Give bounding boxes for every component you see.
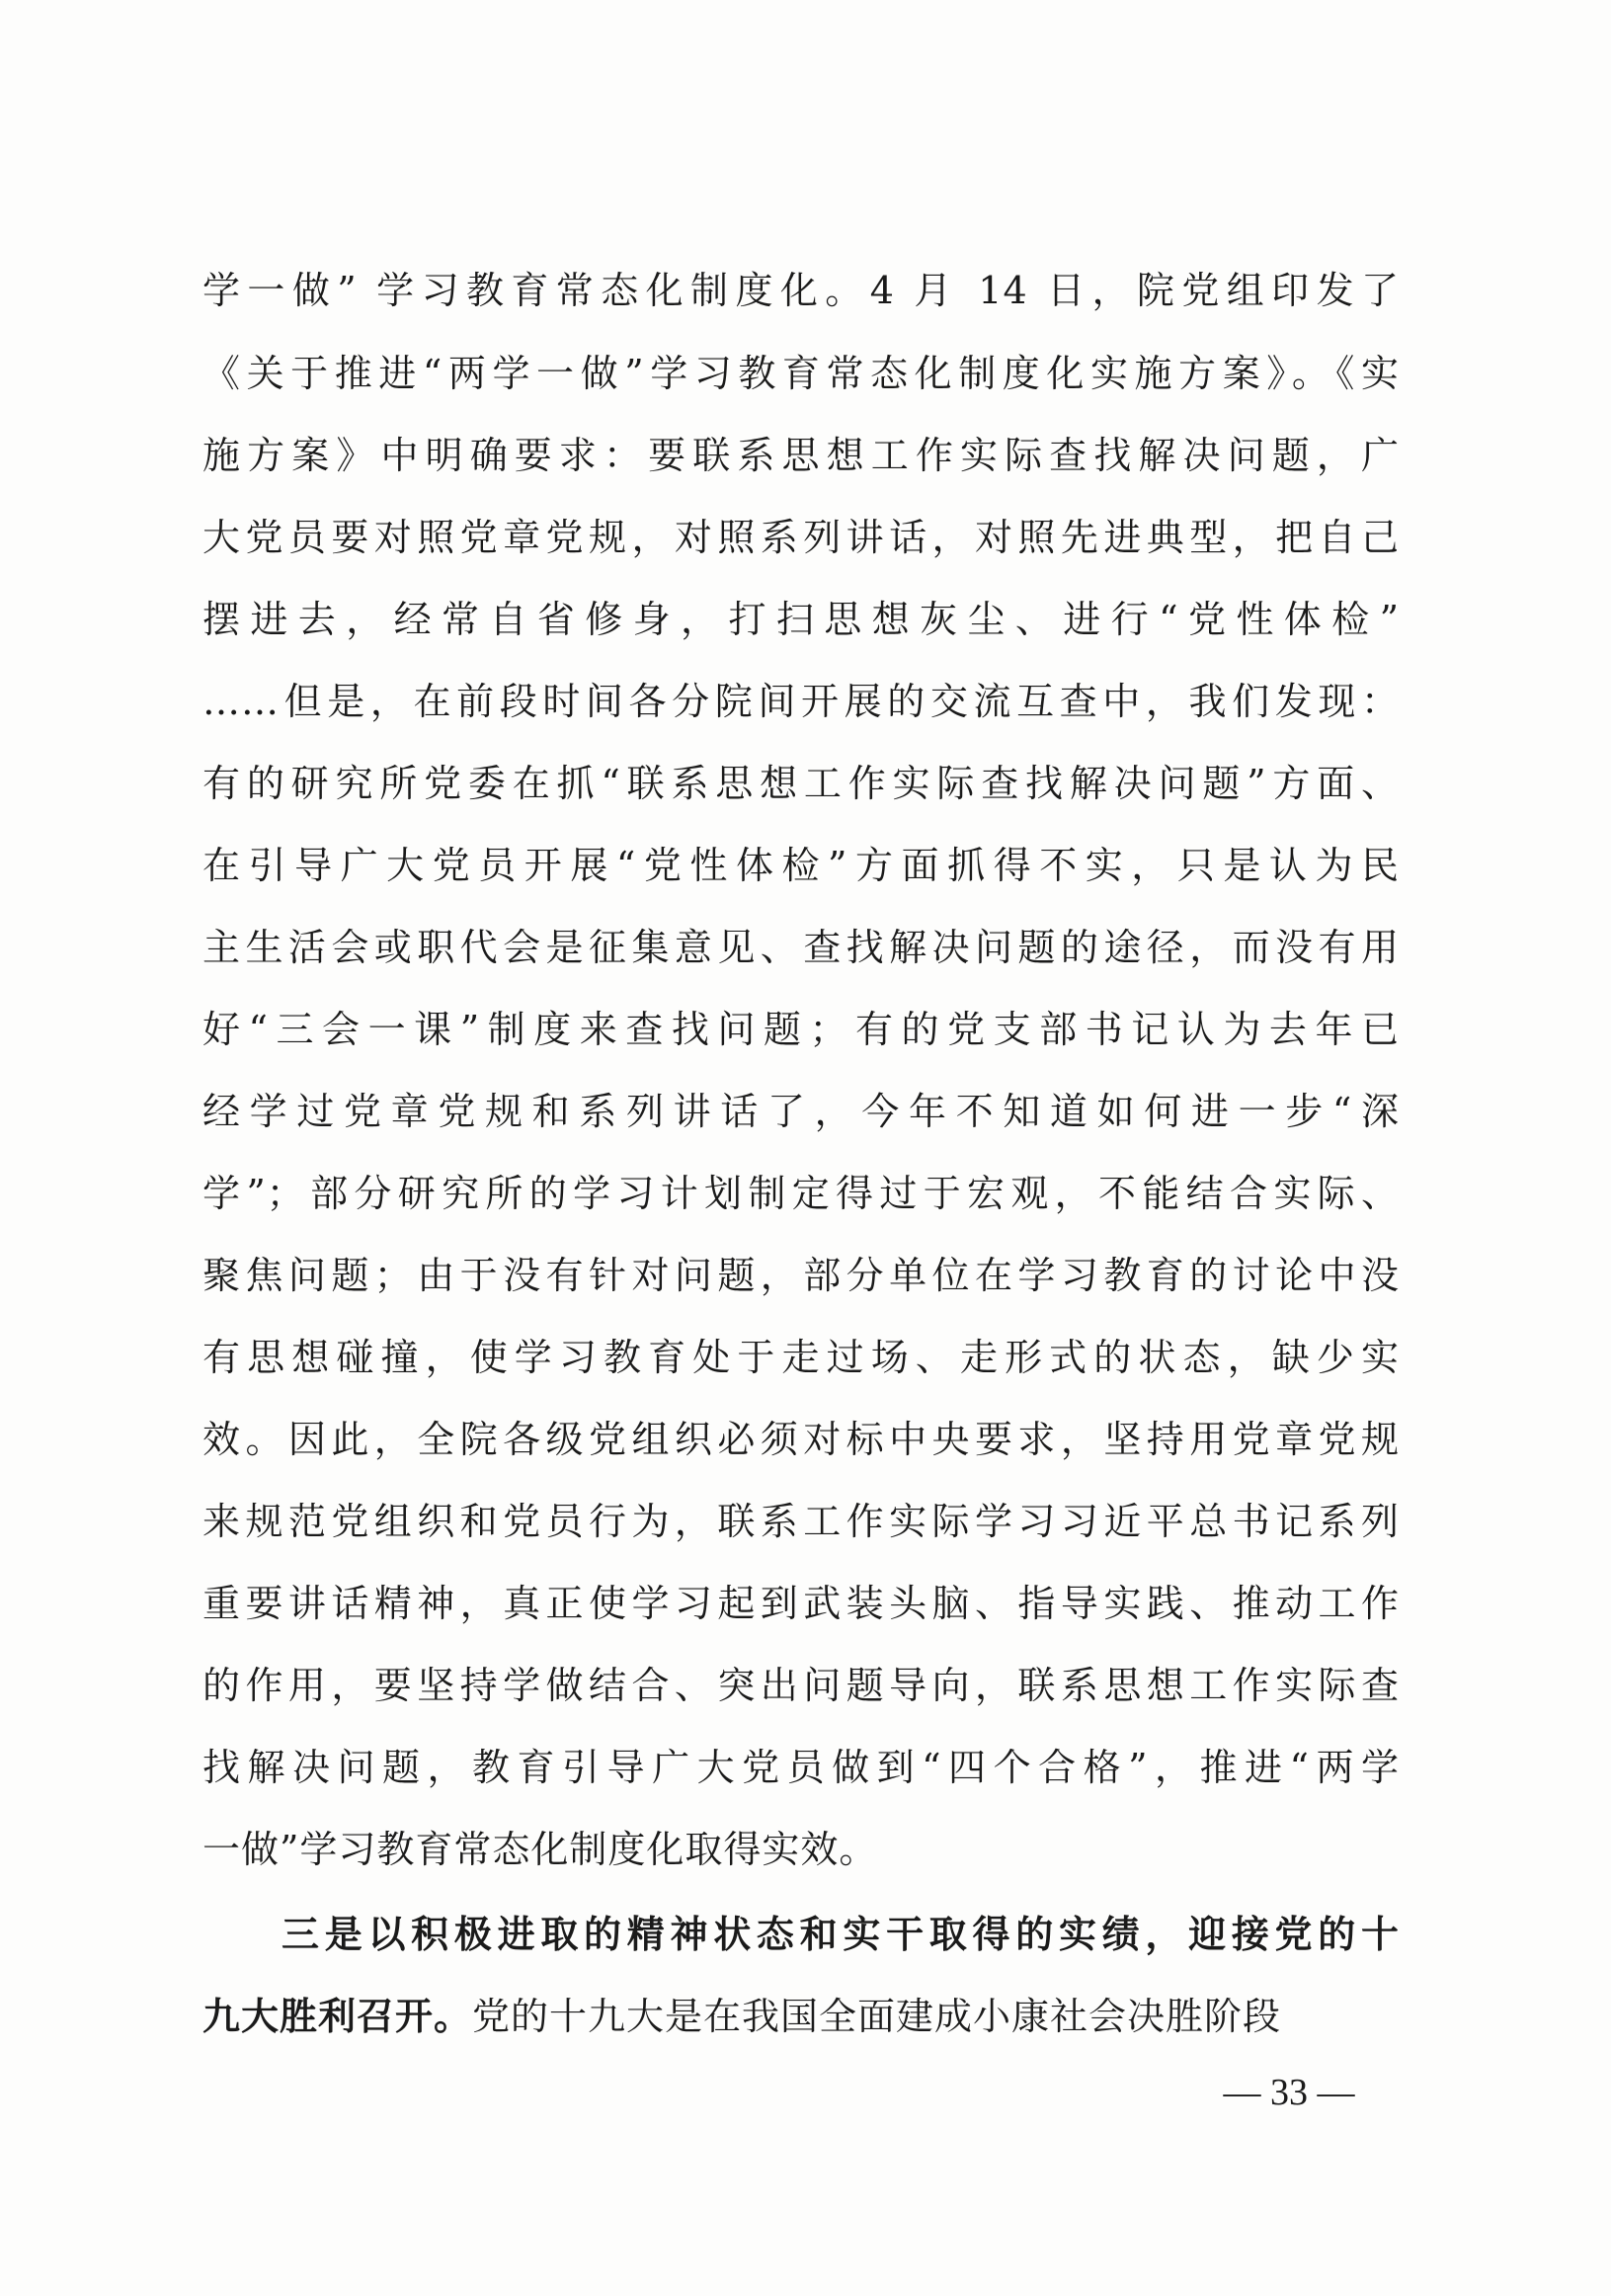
body-text-line: 学”；部分研究所的学习计划制定得过于宏观，不能结合实际、 [202, 1172, 1400, 1215]
section-heading-tail: 九大胜利召开。 [202, 1994, 473, 2038]
section-heading-line: 三是以积极进取的精神状态和实干取得的实绩，迎接党的十 [282, 1912, 1400, 1956]
body-text-line: 施方案》中明确要求：要联系思想工作实际查找解决问题，广 [202, 434, 1400, 477]
body-text-line: 摆进去，经常自省修身，打扫思想灰尘、进行“党性体检” [202, 598, 1400, 641]
body-text-line: 一做”学习教育常态化制度化取得实效。 [202, 1828, 878, 1871]
section-heading-continuation [202, 1981, 1400, 2052]
body-text-line: 找解决问题，教育引导广大党员做到“四个合格”，推进“两学 [202, 1746, 1400, 1789]
body-text-line: 好“三会一课”制度来查找问题；有的党支部书记认为去年已 [202, 1008, 1400, 1051]
body-text-continuation: 党的十九大是在我国全面建成小康社会决胜阶段 [472, 1995, 1282, 2038]
body-text-line: 经学过党章党规和系列讲话了，今年不知道如何进一步“深 [202, 1090, 1400, 1133]
body-text-line: ……但是，在前段时间各分院间开展的交流互查中，我们发现： [202, 680, 1400, 723]
body-text-line: 《关于推进“两学一做”学习教育常态化制度化实施方案》。《实 [202, 352, 1400, 395]
body-text-line: 学一做” 学习教育常态化制度化。4 月 14 日，院党组印发了 [202, 269, 1400, 312]
body-text-line: 的作用，要坚持学做结合、突出问题导向，联系思想工作实际查 [202, 1664, 1400, 1707]
body-text-line: 主生活会或职代会是征集意见、查找解决问题的途径，而没有用 [202, 926, 1400, 969]
body-text-line: 有思想碰撞，使学习教育处于走过场、走形式的状态，缺少实 [202, 1336, 1400, 1379]
page-number: — 33 — [1223, 2072, 1355, 2113]
body-text-line: 来规范党组织和党员行为，联系工作实际学习习近平总书记系列 [202, 1500, 1400, 1543]
body-text-line: 有的研究所党委在抓“联系思想工作实际查找解决问题”方面、 [202, 762, 1400, 805]
body-text-line: 效。因此，全院各级党组织必须对标中央要求，坚持用党章党规 [202, 1418, 1400, 1461]
body-text-line: 在引导广大党员开展“党性体检”方面抓得不实，只是认为民 [202, 844, 1400, 887]
body-text-line: 大党员要对照党章党规，对照系列讲话，对照先进典型，把自己 [202, 516, 1400, 559]
body-text-line: 重要讲话精神，真正使学习起到武装头脑、指导实践、推动工作 [202, 1582, 1400, 1625]
body-text-line: 聚焦问题；由于没有针对问题，部分单位在学习教育的讨论中没 [202, 1254, 1400, 1297]
